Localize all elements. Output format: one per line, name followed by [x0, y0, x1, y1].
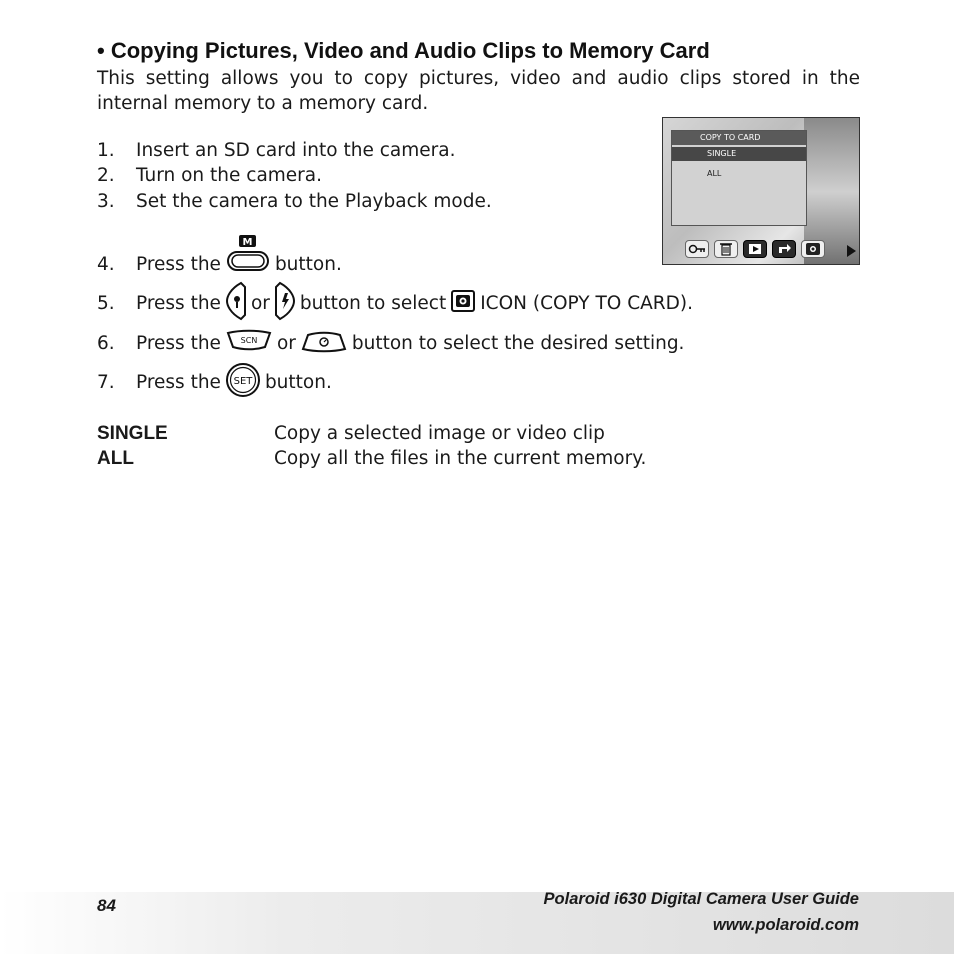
right-flash-button-icon — [274, 281, 296, 326]
step-3: 3. Set the camera to the Playback mode. — [97, 190, 492, 212]
footer-guide-title: Polaroid i630 Digital Camera User Guide — [543, 890, 859, 908]
left-macro-button-icon — [225, 281, 247, 326]
delete-icon — [714, 240, 738, 258]
slideshow-icon — [743, 240, 767, 258]
footer-website: www.polaroid.com — [712, 916, 859, 934]
copy-to-card-menu — [671, 130, 807, 226]
playback-icon-bar — [685, 240, 825, 258]
definition-row — [97, 421, 646, 446]
definition-row — [97, 446, 646, 471]
copy-to-card-icon — [450, 289, 476, 318]
step-1: 1. Insert an SD card into the camera. — [97, 139, 456, 161]
down-timer-button-icon — [300, 329, 348, 358]
up-scene-button-icon — [225, 329, 273, 358]
step-4: 4. Press the M button. — [97, 249, 342, 279]
page-number: 84 — [97, 896, 116, 915]
step-6: 6. Press the SCN or button to select the desired setting. — [97, 328, 684, 358]
menu-option: ALL — [707, 169, 722, 178]
play-arrow-icon — [847, 245, 856, 257]
step-2: 2. Turn on the camera. — [97, 164, 323, 186]
camera-screen-illustration — [662, 117, 860, 265]
menu-option-selected: SINGLE — [672, 147, 806, 161]
step-7: 7. Press the SET button. — [97, 367, 332, 397]
svg-text:M: M — [242, 236, 253, 248]
svg-text:SET: SET — [233, 375, 253, 387]
definition-desc: Copy a selected image or video clip — [274, 423, 605, 444]
protect-icon — [685, 240, 709, 258]
menu-title: COPY TO CARD — [672, 131, 806, 145]
definition-desc: Copy all the files in the current memory. — [274, 448, 647, 469]
definition-term: ALL — [97, 448, 134, 469]
copy-to-card-icon — [801, 240, 825, 258]
step-5: 5. Press the or button to select ICON (COPY TO CARD). — [97, 288, 693, 318]
svg-text:SCN: SCN — [240, 335, 258, 345]
definition-term: SINGLE — [97, 423, 168, 444]
intro-paragraph: This setting allows you to copy pictures, video and audio clips stored in the internal memory to a memory card. — [97, 68, 860, 114]
menu-button-icon — [225, 234, 271, 279]
settings-definitions — [97, 421, 646, 471]
set-button-icon — [225, 362, 261, 403]
section-heading: • Copying Pictures, Video and Audio Clips to Memory Card — [97, 38, 710, 63]
rotate-icon — [772, 240, 796, 258]
